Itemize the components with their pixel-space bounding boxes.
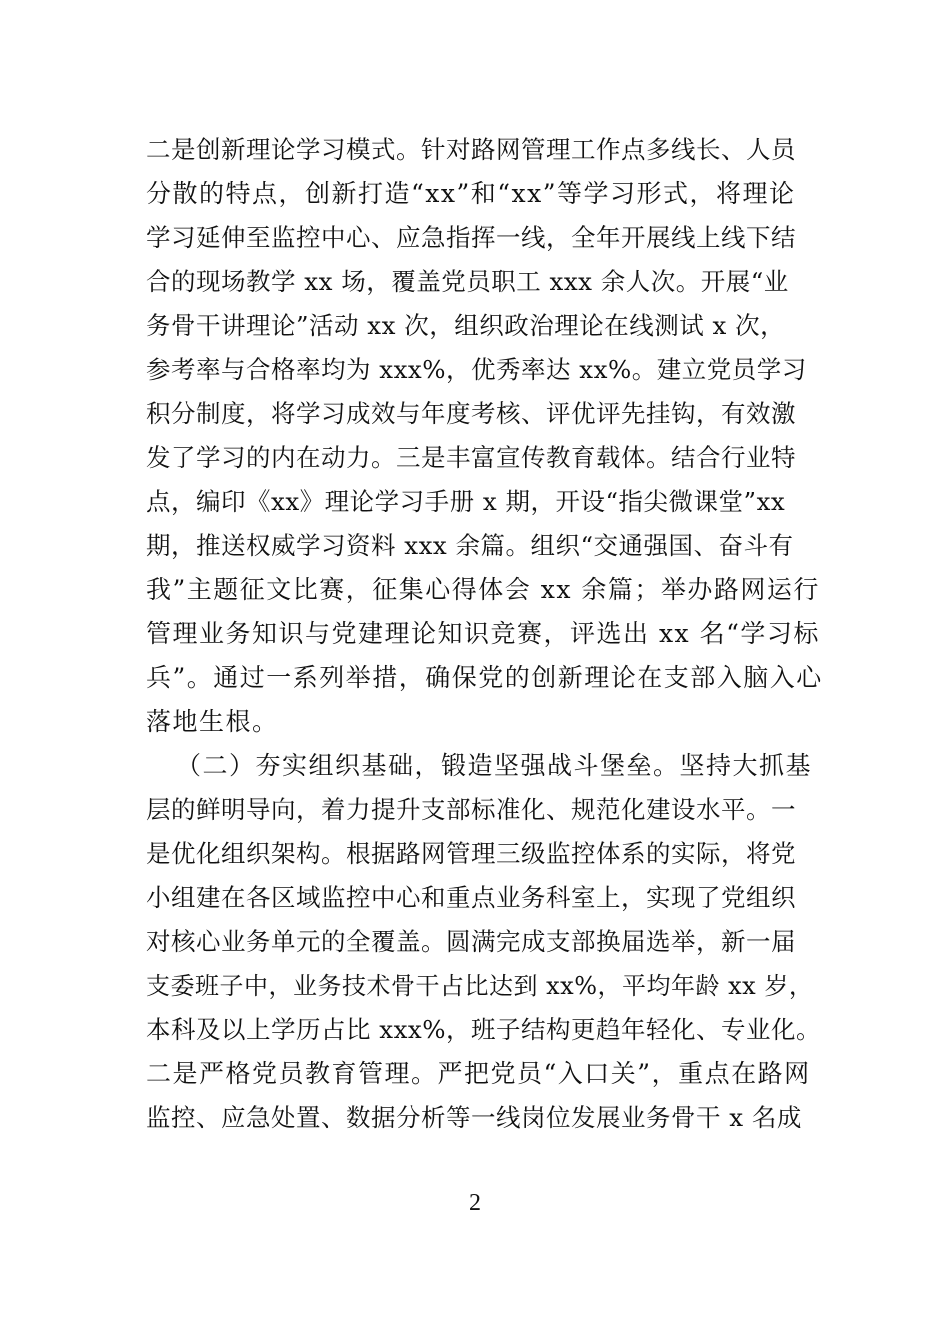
text-line: 务骨干讲理论”活动 xx 次，组织政治理论在线测试 x 次， — [146, 311, 786, 340]
text-line: 层的鲜明导向，着力提升支部标准化、规范化建设水平。一 — [146, 795, 796, 824]
text-line: 积分制度，将学习成效与年度考核、评优评先挂钩，有效激 — [146, 399, 796, 428]
text-line: 合的现场教学 xx 场，覆盖党员职工 xxx 余人次。开展“业 — [146, 267, 789, 296]
text-line: 期，推送权威学习资料 xxx 余篇。组织“交通强国、奋斗有 — [146, 531, 794, 560]
text-line: 对核心业务单元的全覆盖。圆满完成支部换届选举，新一届 — [146, 927, 796, 956]
text-line: 我”主题征文比赛，征集心得体会 xx 余篇；举办路网运行 — [146, 575, 820, 604]
text-line: 本科及以上学历占比 xxx%，班子结构更趋年轻化、专业化。 — [146, 1015, 822, 1044]
text-line: 二是创新理论学习模式。针对路网管理工作点多线长、人员 — [146, 135, 796, 164]
text-line: 参考率与合格率均为 xxx%，优秀率达 xx%。建立党员学习 — [146, 355, 807, 384]
text-line: 监控、应急处置、数据分析等一线岗位发展业务骨干 x 名成 — [146, 1103, 802, 1132]
text-line: 落地生根。 — [146, 707, 279, 736]
text-line: 学习延伸至监控中心、应急指挥一线，全年开展线上线下结 — [146, 223, 796, 252]
text-line: 点，编印《xx》理论学习手册 x 期，开设“指尖微课堂”xx — [146, 487, 786, 516]
text-line: 发了学习的内在动力。三是丰富宣传教育载体。结合行业特 — [146, 443, 796, 472]
section-heading-line: （二）夯实组织基础，锻造坚强战斗堡垒。坚持大抓基 — [176, 751, 813, 780]
text-line: 二是严格党员教育管理。严把党员“入口关”，重点在路网 — [146, 1059, 811, 1088]
text-line: 管理业务知识与党建理论知识竞赛，评选出 xx 名“学习标 — [146, 619, 820, 648]
text-line: 小组建在各区域监控中心和重点业务科室上，实现了党组织 — [146, 883, 796, 912]
text-line: 是优化组织架构。根据路网管理三级监控体系的实际，将党 — [146, 839, 796, 868]
text-line: 兵”。通过一系列举措，确保党的创新理论在支部入脑入心 — [146, 663, 823, 692]
text-line: 支委班子中，业务技术骨干占比达到 xx%，平均年龄 xx 岁， — [146, 972, 814, 1000]
text-line: 分散的特点，创新打造“xx”和“xx”等学习形式，将理论 — [146, 179, 796, 208]
page-number: 2 — [469, 1190, 481, 1216]
